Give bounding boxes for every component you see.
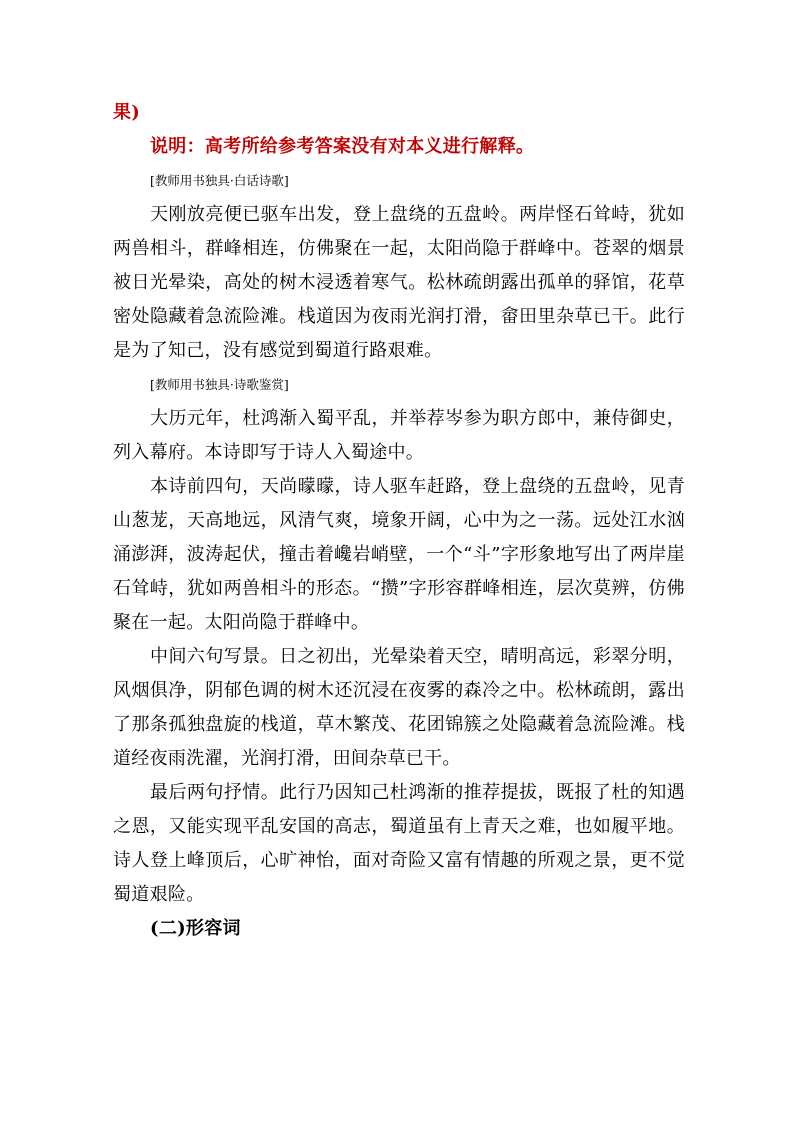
document-body xyxy=(113,96,685,946)
appreciation-paragraph-1: 大历元年，杜鸿渐入蜀平乱，并举荐岑参为职方郎中，兼侍御史，列入幕府。本诗即写于诗人入蜀途中。 xyxy=(113,408,685,463)
appreciation-paragraph-4: 最后两句抒情。此行乃因知己杜鸿渐的推荐提拔，既报了杜的知遇之恩，又能实现平乱安国的高志，蜀道虽有上青天之难，也如履平地。诗人登上峰顶后，心旷神怡，面对奇险又富有情趣的所观之景，更不觉蜀道艰险。 xyxy=(113,782,685,905)
continued-fragment: 果) xyxy=(113,102,141,123)
appreciation-paragraph-2: 本诗前四句，天尚曚曚，诗人驱车赶路，登上盘绕的五盘岭，见青山葱茏，天高地远，风清气爽，境象开阔，心中为之一荡。远处江水汹涌澎湃，波涛起伏，撞击着巉岩峭壁，一个“斗”字形象地写出了两岸崖石耸峙，犹如两兽相斗的形态。“攒”字形容群峰相连，层次莫辨，仿佛聚在一起。太阳尚隐于群峰中。 xyxy=(113,476,685,633)
explanation-note: 说明：高考所给参考答案没有对本义进行解释。 xyxy=(150,136,535,157)
teacher-label-translation: [教师用书独具·白话诗歌] xyxy=(150,173,289,188)
translation-paragraph: 天刚放亮便已驱车出发，登上盘绕的五盘岭。两岸怪石耸峙，犹如两兽相斗，群峰相连，仿佛聚在一起，太阳尚隐于群峰中。苍翠的烟景被日光晕染，高处的树木浸透着寒气。松林疏朗露出孤单的驿馆，花草密处隐藏着急流险滩。栈道因为夜雨光润打滑，畲田里杂草已干。此行是为了知己，没有感觉到蜀道行路艰难。 xyxy=(113,204,685,361)
teacher-label-appreciation: [教师用书独具·诗歌鉴赏] xyxy=(150,377,289,392)
appreciation-paragraph-3: 中间六句写景。日之初出，光晕染着天空，晴明高远，彩翠分明，风烟俱净，阴郁色调的树木还沉浸在夜雾的森冷之中。松林疏朗，露出了那条孤独盘旋的栈道，草木繁茂、花团锦簇之处隐藏着急流险滩。栈道经夜雨洗濯，光润打滑，田间杂草已干。 xyxy=(113,646,685,769)
subsection-heading: (二)形容词 xyxy=(150,918,241,939)
